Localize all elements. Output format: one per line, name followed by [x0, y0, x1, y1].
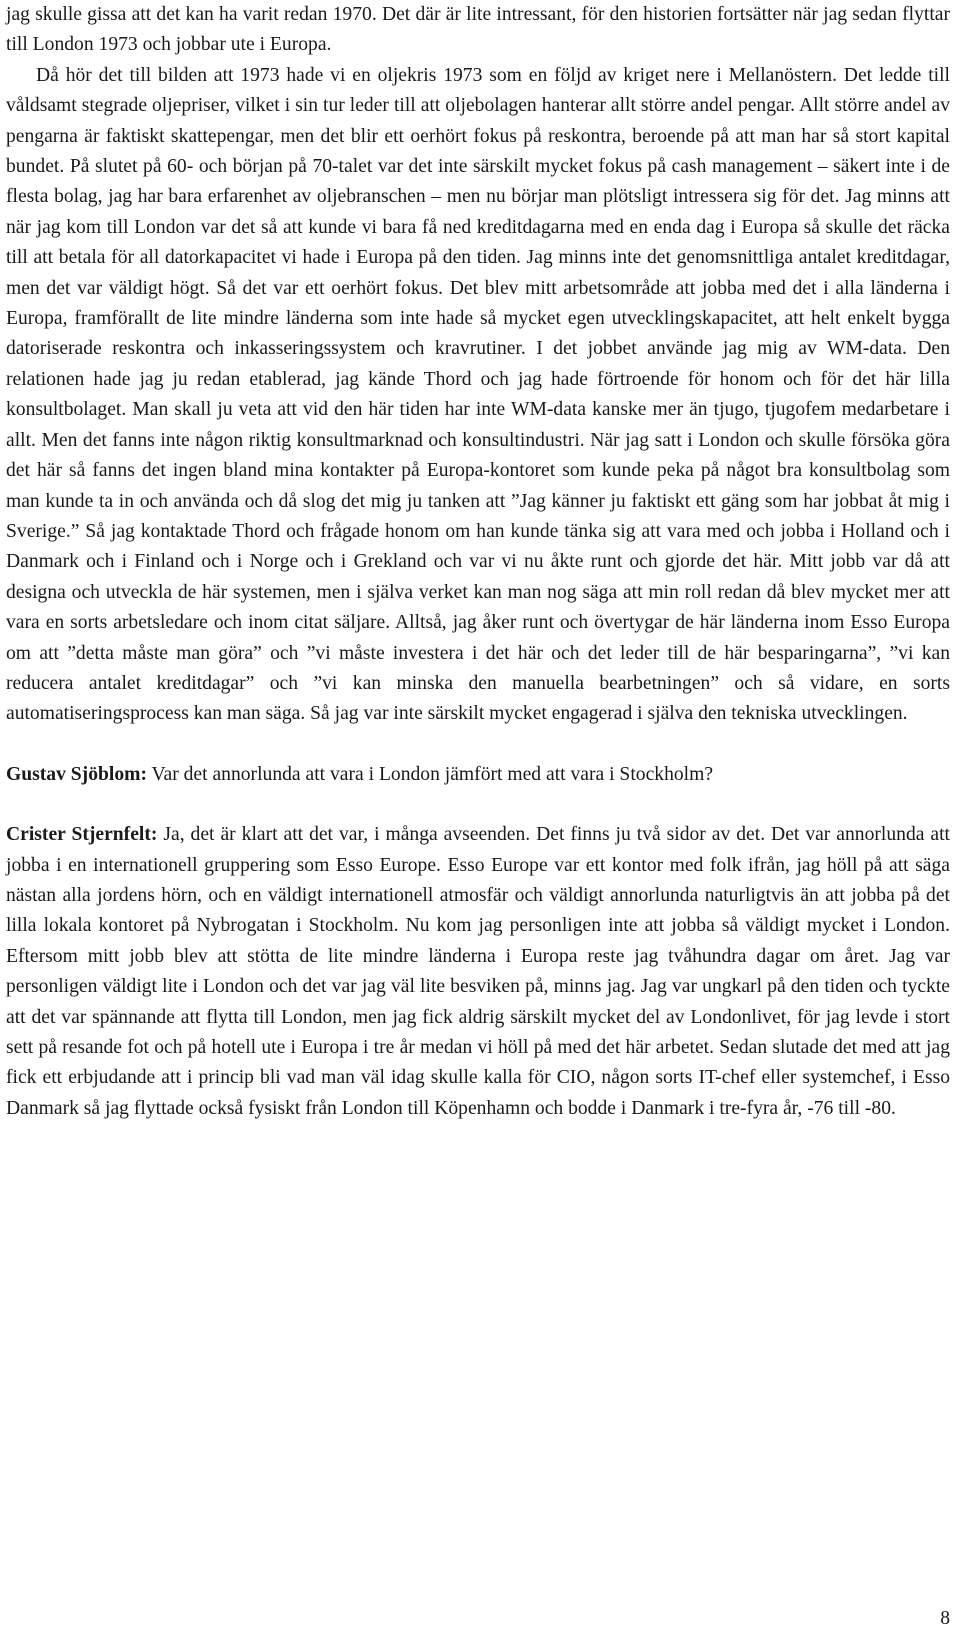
question-paragraph	[6, 760, 950, 790]
paragraph-gap	[6, 730, 950, 760]
paragraph-oil-crisis: Då hör det till bilden att 1973 hade vi en oljekris 1973 som en följd av kriget nere i Mellanöstern. Det ledde till våldsamt stegrade oljepriser, vilket i sin tur leder till att oljebolagen hanterar allt större andel pengar. Allt större andel av pengarna är faktiskt skattepengar, men det blir ett oerhört fokus på reskontra, beroende på att man har så stort kapital bundet. På slutet på 60- och början på 70-talet var det inte särskilt mycket fokus på cash management – säkert inte i de flesta bolag, jag har bara erfarenhet av oljebranschen – men nu börjar man plötsligt intressera sig för det. Jag minns att när jag kom till London var det så att kunde vi bara få ned kreditdagarna med en enda dag i Europa så skulle det räcka till att betala för all datorkapacitet vi hade i Europa på den tiden. Jag minns inte det genomsnittliga antalet kreditdagar, men det var väldigt högt. Så det var ett oerhört fokus. Det blev mitt arbetsområde att jobba med det i alla länderna i Europa, framförallt de lite mindre länderna som inte hade så mycket egen utvecklingskapacitet, att helt enkelt bygga datoriserade reskontra och inkasseringssystem och kravrutiner. I det jobbet använde jag mig av WM-data. Den relationen hade jag ju redan etablerad, jag kände Thord och jag hade förtroende för honom och för det här lilla konsultbolaget. Man skall ju veta att vid den här tiden har inte WM-data kanske mer än tjugo, tjugofem medarbetare i allt. Men det fanns inte någon riktig konsultmarknad och konsultindustri. När jag satt i London och skulle försöka göra det här så fanns det ingen bland mina kontakter på Europa-kontoret som kunde peka på något bra konsultbolag som man kunde ta in och använda och då slog det mig ju tanken att ”Jag känner ju faktiskt ett gäng som har jobbat åt mig i Sverige.” Så jag kontaktade Thord och frågade honom om han kunde tänka sig att vara med och jobba i Holland och i Danmark och i Finland och i Norge och i Grekland och var vi nu åkte runt och gjorde det här. Mitt jobb var då att designa och utveckla de här systemen, men i själva verket kan man nog säga att min roll redan då blev mycket mer att vara en sorts arbetsledare och inom citat säljare. Alltså, jag åker runt och övertygar de här länderna inom Esso Europa om att ”detta måste man göra” och ”vi måste investera i det här och det leder till de här besparingarna”, ”vi kan reducera antalet kreditdagar” och ”vi kan minska den manuella bearbetningen” och så vidare, en sorts automatiseringsprocess kan man säga. Så jag var inte särskilt mycket engagerad i själva den tekniska utvecklingen.	[6, 64, 950, 725]
document-page	[6, 0, 950, 1124]
speaker-name: Crister Stjernfelt:	[6, 824, 158, 846]
question-text: Var det annorlunda att vara i London jämfört med att vara i Stockholm?	[146, 763, 714, 785]
page-number: 8	[940, 1608, 950, 1629]
answer-text: Ja, det är klart att det var, i många avseenden. Det finns ju två sidor av det. Det var annorlunda att jobba i en internationell gruppering som Esso Europe. Esso Europe var ett kontor med folk ifrån, jag höll på att säga nästan alla jordens hörn, och en väldigt internationell atmosfär och väldigt annorlunda naturligtvis än att jobba på det lilla lokala kontoret på Nybrogatan i Stockholm. Nu kom jag personligen inte att jobba så väldigt mycket i London. Eftersom mitt jobb blev att stötta de lite mindre länderna i Europa reste jag tvåhundra dagar om året. Jag var personligen väldigt lite i London och det var jag väl lite besviken på, minns jag. Jag var ungkarl på den tiden och tyckte att det var spännande att flytta till London, men jag fick aldrig särskilt mycket del av Londonlivet, för jag levde i stort sett på resande fot och på hotell ute i Europa i tre år medan vi höll på med det här arbetet. Sedan slutade det med att jag fick ett erbjudande att i princip bli vad man väl idag skulle kalla för CIO, någon sorts IT-chef eller systemchef, i Esso Danmark så jag flyttade också fysiskt från London till Köpenhamn och bodde i Danmark i tre-fyra år, -76 till -80.	[6, 824, 950, 1119]
speaker-name: Gustav Sjöblom:	[6, 763, 147, 785]
paragraph-continuation: jag skulle gissa att det kan ha varit redan 1970. Det där är lite intressant, för den historien fortsätter när jag sedan flyttar till London 1973 och jobbar ute i Europa.	[6, 4, 950, 56]
answer-paragraph	[6, 820, 950, 1124]
paragraph-gap	[6, 790, 950, 820]
